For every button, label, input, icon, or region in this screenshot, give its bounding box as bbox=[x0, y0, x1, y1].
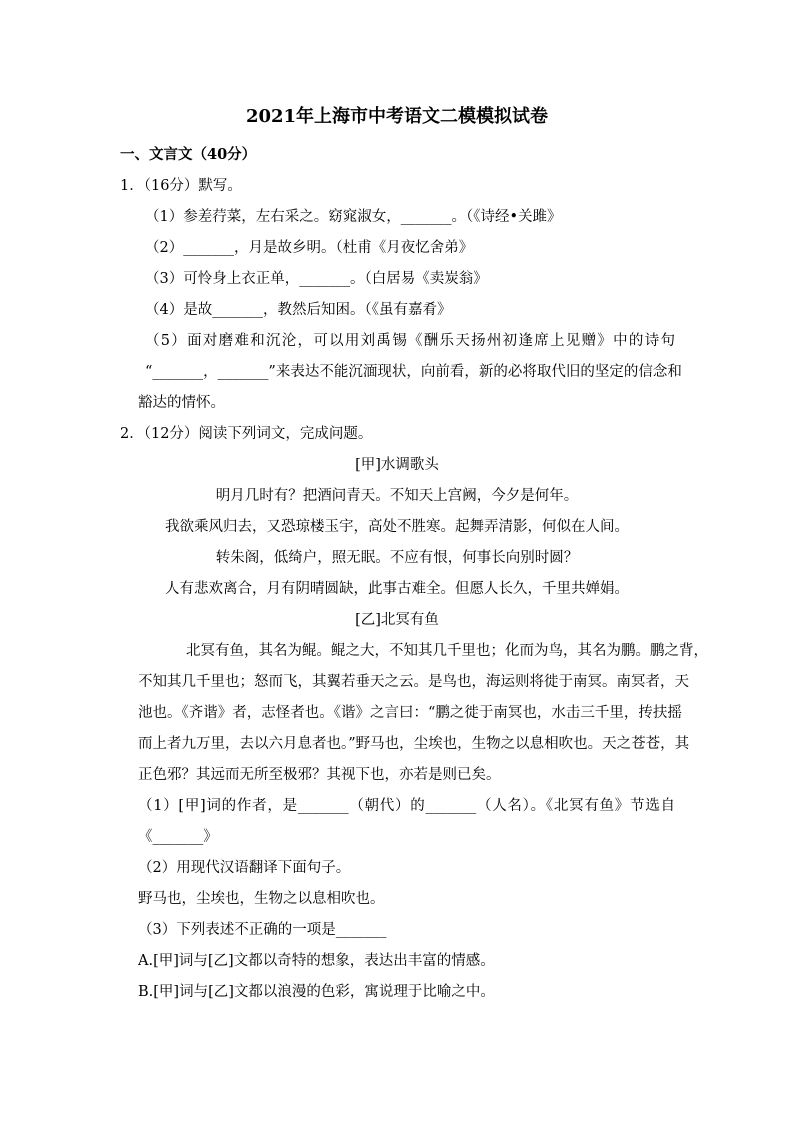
prose-line-5: 正色邪？其远而无所至极邪？其视下也，亦若是则已矣。 bbox=[138, 767, 501, 783]
prose-line-1: 北冥有鱼，其名为鲲。鲲之大，不知其几千里也；化而为鸟，其名为鹏。鹏之背， bbox=[186, 643, 708, 659]
section-heading: 一、文言文（40分） bbox=[120, 146, 257, 163]
question-1-stem: 1．（16分）默写。 bbox=[120, 178, 242, 194]
q2-option-a: A.[甲]词与[乙]文都以奇特的想象，表达出丰富的情感。 bbox=[138, 953, 495, 969]
poem-line-3: 转朱阁，低绮户，照无眠。不应有恨，何事长向别时圆？ bbox=[215, 550, 579, 566]
q1-item-5-end: 豁达的情怀。 bbox=[138, 395, 225, 411]
q1-item-5-cont: “_______，_______”来表达不能沉湎现状，向前看，新的必将取代旧的坚定的信念和 bbox=[145, 364, 682, 380]
q1-item-2: （2）_______，月是故乡明。（杜甫《月夜忆舍弟》 bbox=[145, 240, 474, 256]
q2-option-b: B.[甲]词与[乙]文都以浪漫的色彩，寓说理于比喻之中。 bbox=[138, 984, 495, 1000]
q2-sub-1: （1）[甲]词的作者，是_______（朝代）的_______（人名）。《北冥有鱼》节选自 bbox=[138, 798, 675, 814]
q1-item-4: （4）是故_______，教然后知困。（《虽有嘉肴》 bbox=[145, 302, 452, 318]
prose-line-4: 而上者九万里，去以六月息者也。”野马也，尘埃也，生物之以息相吹也。天之苍苍，其 bbox=[138, 736, 690, 752]
prose-title: [乙]北冥有鱼 bbox=[355, 612, 439, 628]
poem-line-4: 人有悲欢离合，月有阴晴圆缺，此事古难全。但愿人长久，千里共婵娟。 bbox=[165, 581, 629, 597]
q1-item-3: （3）可怜身上衣正单，_______。（白居易《卖炭翁》 bbox=[145, 271, 488, 287]
q1-item-5: （5）面对磨难和沉沦，可以用刘禹锡《酬乐天扬州初逢席上见赠》中的诗句 bbox=[145, 333, 675, 349]
q2-sub-2: （2）用现代汉语翻译下面句子。 bbox=[138, 860, 351, 876]
question-2-stem: 2．（12分）阅读下列词文，完成问题。 bbox=[120, 426, 373, 442]
q1-item-1: （1）参差荇菜，左右采之。窈窕淑女，_______。（《诗经•关雎》 bbox=[145, 209, 562, 225]
poem-line-2: 我欲乘风归去，又恐琼楼玉宇，高处不胜寒。起舞弄清影，何似在人间。 bbox=[165, 519, 629, 535]
poem-title: [甲]水调歌头 bbox=[355, 457, 439, 473]
q2-sub-1-cont: 《_______》 bbox=[138, 829, 218, 845]
poem-line-1: 明月几时有？把酒问青天。不知天上宫阙，今夕是何年。 bbox=[215, 488, 579, 504]
page-title: 2021年上海市中考语文二模模拟试卷 bbox=[245, 106, 549, 127]
q2-sub-3: （3）下列表述不正确的一项是_______ bbox=[138, 922, 387, 938]
prose-line-3: 池也。《齐谐》者，志怪者也。《谐》之言曰：“鹏之徙于南冥也，水击三千里，抟扶摇 bbox=[138, 705, 682, 721]
prose-line-2: 不知其几千里也；怒而飞，其翼若垂天之云。是鸟也，海运则将徙于南冥。南冥者，天 bbox=[138, 674, 689, 690]
q2-sub-2-sentence: 野马也，尘埃也，生物之以息相吹也。 bbox=[138, 891, 385, 907]
